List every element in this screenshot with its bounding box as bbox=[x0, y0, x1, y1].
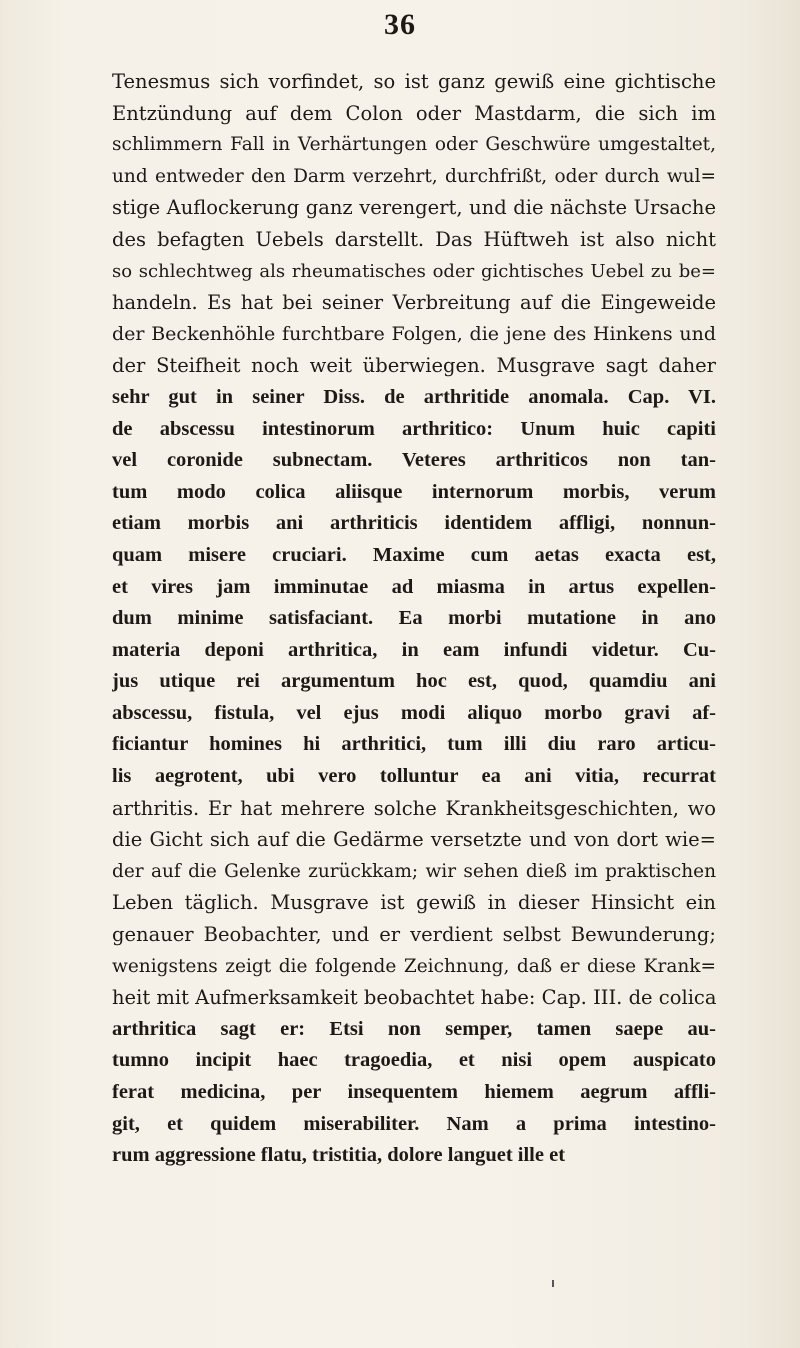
text-line: schlimmern Fall in Verhärtungen oder Geschwüre umgestaltet, bbox=[112, 134, 716, 156]
text-line: der auf die Gelenke zurückkam; wir sehen dieß im praktischen bbox=[112, 860, 716, 882]
text-line: rum aggressione flatu, tristitia, dolore languet ille et bbox=[112, 1144, 566, 1167]
text-line: tumno incipit haec tragoedia, et nisi opem auspicato bbox=[112, 1049, 716, 1072]
text-line: dum minime satisfaciant. Ea morbi mutatione in ano bbox=[112, 607, 716, 630]
text-line: vel coronide subnectam. Veteres arthriticos non tan- bbox=[112, 449, 716, 472]
text-line: sehr gut in seiner Diss. de arthritide anomala. Cap. VI. bbox=[112, 385, 716, 408]
text-line: de abscessu intestinorum arthritico: Unum huic capiti bbox=[112, 417, 716, 440]
body-text bbox=[112, 66, 716, 1172]
page-number: 36 bbox=[384, 8, 416, 41]
text-line: Entzündung auf dem Colon oder Mastdarm, die sich im bbox=[112, 101, 716, 125]
text-line: Tenesmus sich vorfindet, so ist ganz gewiß eine gichtische bbox=[112, 70, 716, 93]
text-line: des befagten Uebels darstellt. Das Hüftweh ist also nicht bbox=[112, 227, 716, 251]
text-line: git, et quidem miserabiliter. Nam a prima intestino- bbox=[112, 1112, 716, 1135]
text-line: abscessu, fistula, vel ejus modi aliquo morbo gravi af- bbox=[112, 701, 716, 724]
text-line: materia deponi arthritica, in eam infundi videtur. Cu- bbox=[112, 638, 716, 661]
text-line: jus utique rei argumentum hoc est, quod, quamdiu ani bbox=[112, 670, 716, 693]
text-line: ferat medicina, per insequentem hiemem aegrum affli- bbox=[112, 1081, 716, 1103]
text-line: arthritica sagt er: Etsi non semper, tamen saepe au- bbox=[112, 1017, 716, 1040]
text-line: arthritis. Er hat mehrere solche Krankheitsgeschichten, wo bbox=[112, 796, 716, 820]
print-mark bbox=[552, 1280, 554, 1287]
text-line: heit mit Aufmerksamkeit beobachtet habe: Cap. III. de colica bbox=[112, 986, 716, 1010]
text-line: tum modo colica aliisque internorum morbis, verum bbox=[112, 480, 716, 503]
text-line: genauer Beobachter, und er verdient selbst Bewunderung; bbox=[112, 923, 716, 947]
text-line: handeln. Es hat bei seiner Verbreitung auf die Eingeweide bbox=[112, 291, 716, 315]
text-line: der Beckenhöhle furchtbare Folgen, die jene des Hinkens und bbox=[112, 322, 716, 345]
text-line: und entweder den Darm verzehrt, durchfrißt, oder durch wul= bbox=[112, 165, 716, 187]
text-line: etiam morbis ani arthriticis identidem affligi, nonnun- bbox=[112, 512, 716, 535]
text-line: der Steifheit noch weit überwiegen. Musgrave sagt daher bbox=[112, 354, 716, 378]
text-line: lis aegrotent, ubi vero tolluntur ea ani vitia, recurrat bbox=[112, 765, 716, 788]
text-line: so schlechtweg als rheumatisches oder gichtisches Uebel zu be= bbox=[112, 260, 716, 282]
text-line: quam misere cruciari. Maxime cum aetas exacta est, bbox=[112, 543, 716, 566]
text-line: wenigstens zeigt die folgende Zeichnung, daß er diese Krank= bbox=[112, 955, 716, 977]
text-line: Leben täglich. Musgrave ist gewiß in dieser Hinsicht ein bbox=[112, 891, 716, 915]
text-line: et vires jam imminutae ad miasma in artus expellen- bbox=[112, 575, 716, 598]
text-line: stige Auflockerung ganz verengert, und die nächste Ursache bbox=[112, 196, 716, 220]
text-line: die Gicht sich auf die Gedärme versetzte und von dort wie= bbox=[112, 828, 716, 852]
text-line: ficiantur homines hi arthritici, tum illi diu raro articu- bbox=[112, 733, 716, 756]
